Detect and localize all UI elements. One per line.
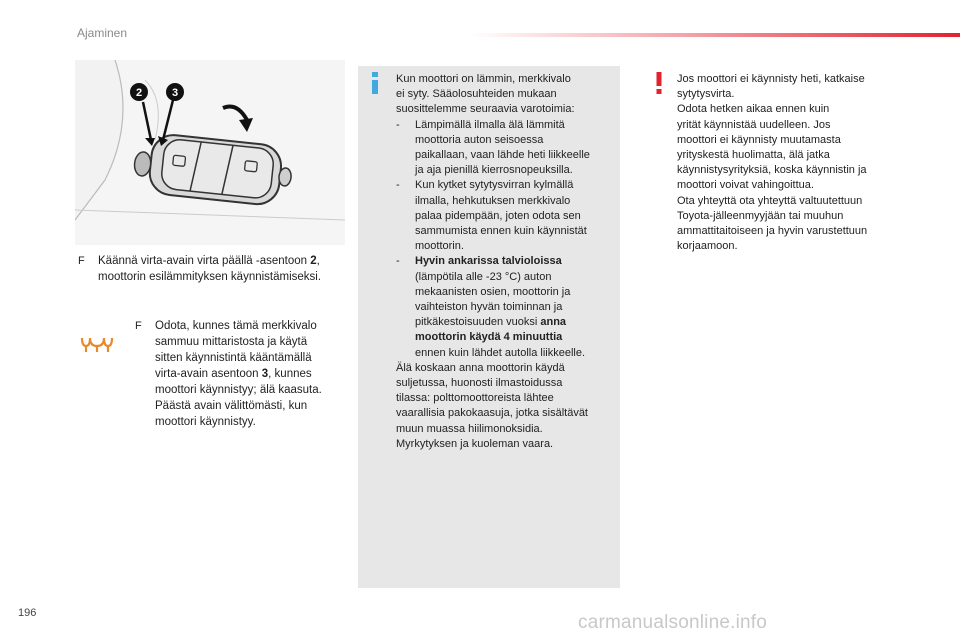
page-number: 196 — [18, 607, 37, 619]
key-drawing — [75, 60, 345, 245]
bullet-icon: F — [135, 320, 142, 332]
info-icon — [369, 72, 381, 94]
header-accent-bar — [470, 33, 960, 37]
list-item: - Kun kytket sytytysvirran kylmällä ilmalla, hehkutuksen merkkivalo palaa pidempään, joten odota sen sammumista ennen kuin käynnistät moottorin. — [396, 179, 587, 253]
ignition-key-illustration — [75, 60, 345, 245]
instruction-start-engine: F Odota, kunnes tämä merkkivalo sammuu mittaristosta ja käytä sitten käynnistintä kääntämällä virta-avain asentoon 3, kunnes moottori käynnistyy; älä kaasuta. Päästä avain välittömästi, kun moottori käynnistyy. — [135, 320, 322, 428]
watermark: carmanualsonline.info — [578, 612, 768, 633]
info-text: Kun moottori on lämmin, merkkivalo ei syty. Sääolosuhteiden mukaan suosittelemme seuraavia varotoimia: - Lämpimällä ilmalla älä lämmitä moottoria auton seisoessa paikallaan, vaan lähde heti liikkeelle ja aja pienillä kierrosnopeuksilla. - Kun kytket sytytysvirran kylmällä ilmalla, hehkutuksen merkkivalo palaa pidempään, joten odota sen sammumista ennen kuin käynnistät moottorin. - Hyvin ankarissa talvioloissa (lämpötila alle -23 °C) auton mekaanisten osien, moottorin ja vaihteiston hyvän toiminnan ja pitkäkestoisuuden vuoksi anna moottorin käydä 4 minuuttia ennen kuin lähdet autolla liikkeelle. Älä koskaan anna moottorin käydä suljetussa, huonosti ilmastoidussa tilassa: polttomoottoreista lähtee vaarallisia pakokaasuja, jotka sisältävät muun muassa hiilimonoksidia. Myrkytyksen ja kuoleman vaara. — [396, 72, 618, 452]
instruction-preheat: F Käännä virta-avain virta päällä -asentoon 2, moottorin esilämmityksen käynnistämiseksi. — [78, 255, 322, 283]
glow-plug-warning-icon — [80, 334, 114, 354]
list-item: - Lämpimällä ilmalla älä lämmitä moottoria auton seisoessa paikallaan, vaan lähde heti liikkeelle ja aja pienillä kierrosnopeuksilla. — [396, 118, 590, 177]
badge-2: 2 — [135, 87, 143, 99]
warning-text: Jos moottori ei käynnisty heti, katkaise sytytysvirta. Odota hetken aikaa ennen kuin yrität käynnistää uudelleen. Jos moottori ei käynnisty muutamasta yrityskestä huolimatta, älä jatka käynnistysyrityksiä, koska käynnistin ja moottori voivat vahingoittua. Ota yhteyttä ota yhteyttä valtuutettuun Toyota-jälleenmyyjään tai muuhun ammattitaitoiseen ja hyvin varustettuun korjaamoon. — [677, 73, 868, 253]
bullet-icon: F — [78, 255, 85, 267]
section-title: Ajaminen — [77, 26, 128, 40]
warning-exclamation-icon — [655, 72, 663, 94]
list-item: - Hyvin ankarissa talvioloissa (lämpötila alle -23 °C) auton mekaanisten osien, moottorin ja vaihteiston hyvän toiminnan ja pitkäkestoisuuden vuoksi anna moottorin käydä 4 minuuttia ennen kuin lähdet autolla liikkeelle. — [396, 255, 586, 359]
badge-3: 3 — [171, 87, 179, 99]
